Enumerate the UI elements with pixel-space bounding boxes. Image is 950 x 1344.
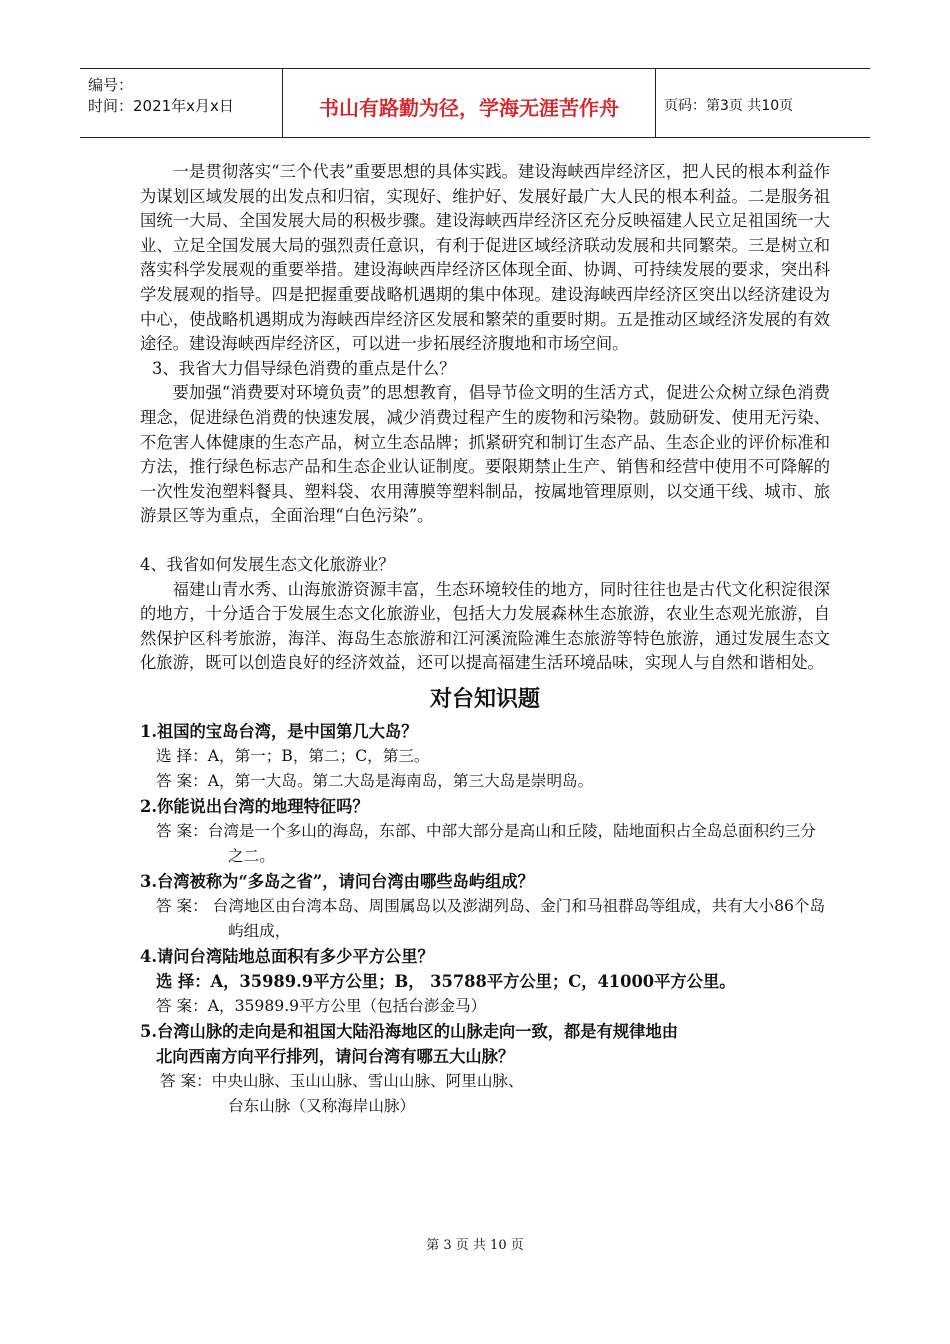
knowledge-question-5-line-1: 5.台湾山脉的走向是和祖国大陆沿海地区的山脉走向一致，都是有规律地由 xyxy=(140,1021,679,1041)
question-4: 4、我省如何发展生态文化旅游业？ xyxy=(140,554,395,574)
knowledge-answer-4: 答 案：A，35989.9平方公里（包括台澎金马） xyxy=(156,996,487,1015)
document-body xyxy=(140,160,830,1119)
time-label: 时间：2021年x月x日 xyxy=(88,97,234,115)
knowledge-choice-1: 选 择：A，第一；B，第二；C，第三。 xyxy=(156,746,430,765)
header-meta-cell xyxy=(80,69,283,137)
knowledge-answer-2: 答 案：台湾是一个多山的海岛，东部、中部大部分是高山和丘陵，陆地面积占全岛总面积约三分之二。 xyxy=(156,821,816,865)
section-title: 对台知识题 xyxy=(429,685,540,712)
knowledge-question-4: 4.请问台湾陆地总面积有多少平方公里？ xyxy=(140,946,434,966)
page-footer: 第 3 页 共 10 页 xyxy=(426,1238,524,1253)
code-label: 编号： xyxy=(88,76,134,94)
knowledge-answer-1: 答 案：A，第一大岛。第二大岛是海南岛，第三大岛是崇明岛。 xyxy=(156,771,594,790)
spacer xyxy=(140,529,830,553)
knowledge-answer-5-line-1: 答 案：中央山脉、玉山山脉、雪山山脉、阿里山脉、 xyxy=(160,1071,524,1090)
question-3: 3、我省大力倡导绿色消费的重点是什么？ xyxy=(152,358,456,378)
intro-paragraph: 一是贯彻落实“三个代表”重要思想的具体实践。建设海峡西岸经济区，把人民的根本利益作为谋划区域发展的出发点和归宿，实现好、维护好、发展好最广大人民的根本利益。二是服务祖国统一大局、全国发展大局的积极步骤。建设海峡西岸经济区充分反映福建人民立足祖国统一大业、立足全国发展大局的强烈责任意识，有利于促进区域经济联动发展和共同繁荣。三是树立和落实科学发展观的重要举措。建设海峡西岸经济区体现全面、协调、可持续发展的要求，突出科学发展观的指导。四是把握重要战略机遇期的集中体现。建设海峡西岸经济区突出以经济建设为中心，使战略机遇期成为海峡西岸经济区发展和繁荣的重要时期。五是推动区域经济发展的有效途径。建设海峡西岸经济区，可以进一步拓展经济腹地和市场空间。 xyxy=(140,162,830,354)
knowledge-answer-3: 答 案： 台湾地区由台湾本岛、周围属岛以及澎湖列岛、金门和马祖群岛等组成，共有大小86个岛屿组成， xyxy=(156,896,826,940)
header-page-info: 页码：第3页 共10页 xyxy=(664,98,794,114)
answer-4: 福建山青水秀、山海旅游资源丰富，生态环境较佳的地方，同时往往也是古代文化积淀很深的地方，十分适合于发展生态文化旅游业，包括大力发展森林生态旅游，农业生态观光旅游，自然保护区科考旅游，海洋、海岛生态旅游和江河溪流险滩生态旅游等特色旅游，通过发展生态文化旅游，既可以创造良好的经济效益，还可以提高福建生活环境品味，实现人与自然和谐相处。 xyxy=(140,579,830,673)
header-motto: 书山有路勤为径，学海无涯苦作舟 xyxy=(283,69,656,137)
knowledge-question-5-line-2: 北向西南方向平行排列，请问台湾有哪五大山脉？ xyxy=(156,1046,515,1066)
knowledge-question-2: 2.你能说出台湾的地理特征吗？ xyxy=(140,796,369,816)
header-table xyxy=(80,68,870,138)
knowledge-choice-4: 选 择：A，35989.9平方公里；B， 35788平方公里；C，41000平方公里。 xyxy=(156,971,736,991)
answer-3: 要加强“消费要对环境负责”的思想教育，倡导节俭文明的生活方式，促进公众树立绿色消费理念，促进绿色消费的快速发展，减少消费过程产生的废物和污染物。鼓励研发、使用无污染、不危害人体健康的生态产品，树立生态品牌；抓紧研究和制订生态产品、生态企业的评价标准和方法，推行绿色标志产品和生态企业认证制度。要限期禁止生产、销售和经营中使用不可降解的一次性发泡塑料餐具、塑料袋、农用薄膜等塑料制品，按属地管理原则，以交通干线、城市、旅游景区等为重点，全面治理“白色污染”。 xyxy=(140,383,830,526)
knowledge-answer-5-line-2: 台东山脉（又称海岸山脉） xyxy=(228,1096,416,1115)
knowledge-question-3: 3.台湾被称为“多岛之省”，请问台湾由哪些岛屿组成？ xyxy=(140,871,534,891)
knowledge-question-1: 1.祖国的宝岛台湾，是中国第几大岛？ xyxy=(140,721,418,741)
